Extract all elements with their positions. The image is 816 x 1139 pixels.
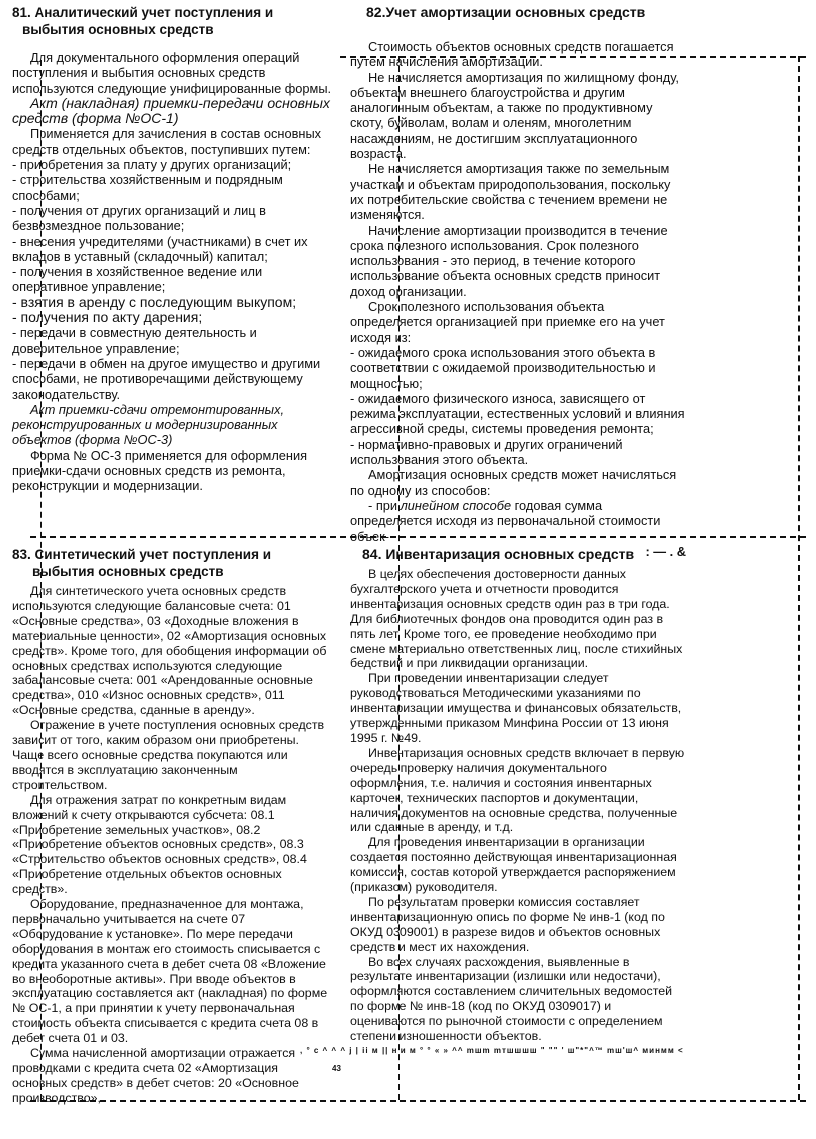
list-item: - получения в хозяйственное ведение или оперативное управление; (12, 264, 263, 295)
paragraph: По результатам проверки комиссия составляет инвентаризационную опись по форме № инв-1 (код по ОКУД 0309001) в разрезе видов и объектов основных средств и мест их нахождения. (350, 894, 665, 954)
section-81-title: 81. Аналитический учет поступления и выбытия основных средств (12, 5, 274, 37)
list-item: - внесения учредителями (участниками) в счет их вкладов в уставный (складочный) капитал; (12, 233, 308, 264)
cut-line-right (798, 56, 800, 1100)
list-item: - передачи в обмен на другое имущество и другими способами, не противоречащими действующему законодательству. (12, 355, 321, 402)
scan-noise-text: , ° c ^ ^ ^ j | ii м || н и м ° ° « » ^^ mшm mтшшшш " "" ' ш"*"^™ mш'ш^ минмм < (300, 1046, 684, 1055)
text-run: - при (368, 497, 401, 513)
form-os1-heading: Акт (накладная) приемки-передачи основных средств (форма №ОС-1) (12, 94, 330, 127)
paragraph: Амортизация основных средств может начисляться по одному из способов: (350, 467, 677, 498)
list-item: - приобретения за плату у других организаций; (12, 157, 292, 173)
section-83 (12, 546, 334, 1106)
paragraph-tail: : — . & (645, 543, 686, 559)
list-item: - взятия в аренду с последующим выкупом; (12, 293, 297, 310)
text-run: годовая сумма определяется исходя из первоначальной стоимости объек- (350, 497, 661, 544)
section-84 (350, 543, 686, 1044)
paragraph: Стоимость объектов основных средств погашается путем начисления амортизации. (350, 39, 674, 70)
list-item: - получения по акту дарения; (12, 309, 203, 326)
paragraph: Для отражения затрат по конкретным видам вложений к счету открываются субсчета: 08.1 «Приобретение земельных участков», 08.2 «Приобретение объектов основных средств», 08.3 «Строительство объектов основных средств», 08.4 «Приобретение отдельных объектов основных средств». (12, 792, 307, 897)
page-number: 43 (332, 1064, 341, 1073)
section-81-intro: Для документального оформления операций поступления и выбытия основных средств используются следующие унифицированные формы. (12, 50, 332, 96)
paragraph: Инвентаризация основных средств включает в первую очередь проверку наличия документального оформления, т.е. наличия и состояния инвентарных карточек, технических паспортов и документации, наличия документов на основные средства, полученные или сданные в аренду, и т.д. (350, 745, 685, 835)
list-item: - передачи в совместную деятельность и доверительное управление; (12, 325, 257, 356)
paragraph: Для проведения инвентаризации в организации создается постоянно действующая инвентаризационная комиссия, состав которой утверждается распоряжением (приказом) руководителя. (350, 835, 677, 895)
section-82-title: 82.Учет амортизации основных средств (366, 4, 646, 20)
paragraph: При проведении инвентаризации следует руководствоваться Методическими указаниями по инвентаризации имущества и финансовых обязательств, утвержденными приказом Минфина России от 13 июня 1995 г. №49. (350, 671, 682, 745)
list-item: - нормативно-правовых и других ограничений использования этого объекта. (350, 436, 623, 468)
section-83-title: 83. Синтетический учет поступления и выбытия основных средств (12, 547, 272, 579)
form-os3-description: Форма № ОС-3 применяется для оформления приемки-сдачи основных средств из ремонта, реконструкции и модернизации. (12, 447, 308, 494)
paragraph: Оборудование, предназначенное для монтажа, первоначально учитывается на счете 07 «Оборудование к установке». По мере передачи оборудования в монтаж его стоимость списывается с кредита указанного счета в дебет счета 08 «Вложение во внеоборотные активы». При вводе объектов в эксплуатацию составляется акт (накладная) по форме № ОС-1, а при принятии к учету первоначальная стоимость объекта списывается с кредита счета 08 в дебет счета 01 и 03. (12, 897, 328, 1046)
list-item: - строительства хозяйственным и подрядным способами; (12, 172, 283, 203)
paragraph: Срок полезного использования объекта определяется организацией при приемке его на учет исходя из: (350, 299, 665, 345)
paragraph: Отражение в учете поступления основных средств зависит от того, каким образом они приобретены. Чаще всего основные средства покупаются или вводятся в эксплуатацию законченным строительством. (12, 718, 325, 792)
list-item: - ожидаемого физического износа, зависящего от режима эксплуатации, естественных условий и влияния агрессивной среды, системы проведения ремонта; (350, 390, 685, 437)
paragraph: Не начисляется амортизация также по земельным участкам и объектам природопользования, поскольку их потребительские свойства с течением времени не изменяются. (350, 161, 671, 223)
section-81 (12, 4, 334, 494)
paragraph: В целях обеспечения достоверности данных бухгалтерского учета и отчетности проводится инвентаризация основных средств один раз в три года. Для библиотечных фондов она проводится один раз в пять лет. Кроме того, ее проведение необходимо при смене материально ответственных лиц, после стихийных бедствий и при ликвидации организации. (350, 567, 683, 671)
form-os1-description: Применяется для зачисления в состав основных средств отдельных объектов, поступивших путем: (12, 126, 322, 157)
section-84-title: 84. Инвентаризация основных средств (362, 546, 635, 562)
linear-method-term: линейном способе (400, 497, 512, 513)
form-os3-heading: Акт приемки-сдачи отремонтированных, реконструированных и модернизированных объектов (форма №ОС-3) (12, 401, 285, 448)
paragraph (350, 498, 686, 544)
paragraph: Сумма начисленной амортизации отражается проводками с кредита счета 02 «Амортизация основных средств» в дебет счетов: 20 «Основное производство», (12, 1046, 299, 1105)
paragraph: Не начисляется амортизация по жилищному фонду, объектам внешнего благоустройства и другим аналогичным объектам, а также по продуктивному скоту, буйволам, волам и оленям, многолетним насаждениям, не достигшим эксплуатационного возраста. (350, 69, 679, 162)
section-82 (350, 4, 686, 559)
list-item: - получения от других организаций и лиц в безвозмездное пользование; (12, 202, 266, 234)
paragraph: Во всех случаях расхождения, выявленные в результате инвентаризации (излишки или недостачи), оформляются составлением сличительных ведомостей по форме № инв-18 (код по ОКУД 0309017) и оцениваются по рыночной стоимости с определением степени изношенности объектов. (350, 954, 673, 1044)
paragraph: Начисление амортизации производится в течение срока полезного использования. Срок полезного использования - это период, в течение которого использование объекта основных средств приносит доход организации. (350, 222, 668, 299)
list-item: - ожидаемого срока использования этого объекта в соответствии с ожидаемой производительностью и мощностью; (350, 344, 656, 391)
paragraph: Для синтетического учета основных средств используются следующие балансовые счета: 01 «Основные средства», 03 «Доходные вложения в материальные ценности», 02 «Амортизация основных средств». Кроме того, для обобщения информации об основных средствах используются следующие забалансовые счета: 001 «Арендованные основные средства», 010 «Износ основных средств», 011 «Основные средства, сданные в аренду». (12, 584, 327, 718)
